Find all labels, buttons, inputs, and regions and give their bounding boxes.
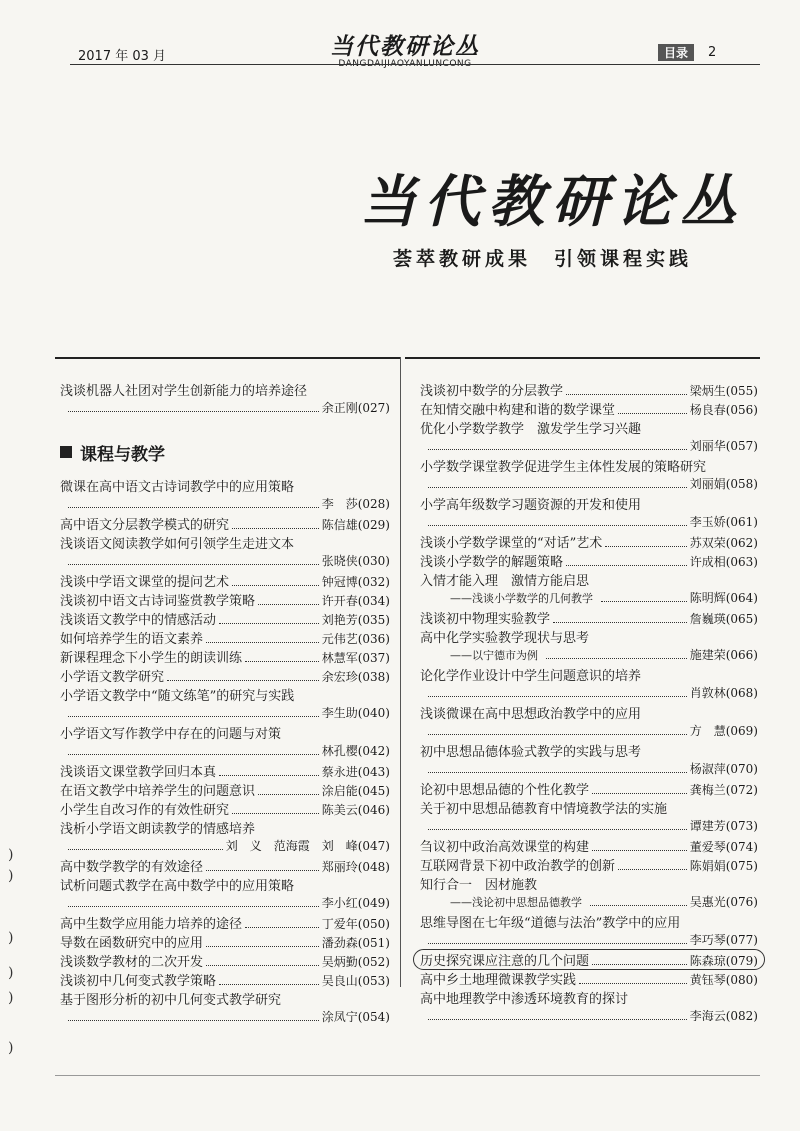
- toc-entry[interactable]: [60, 647, 390, 666]
- dot-leader: [428, 772, 687, 773]
- entry-title: 论初中思想品德的个性化教学: [420, 783, 590, 798]
- entry-author-page: 潘劲森(051): [321, 936, 390, 950]
- entry-author-page: 龚梅兰(072): [689, 783, 758, 797]
- entry-author-page: 苏双荣(062): [689, 536, 758, 550]
- dot-leader: [68, 564, 319, 565]
- entry-line2: [420, 817, 758, 836]
- entry-title: 思维导图在七年级“道德与法治”教学中的应用: [420, 916, 681, 931]
- toc-entry[interactable]: [420, 665, 758, 703]
- issue-date: 2017 年 03 月: [78, 49, 167, 64]
- entry-author-page: 涂凤宁(054): [321, 1010, 390, 1024]
- entry-line2: [60, 704, 390, 723]
- dot-leader: [68, 849, 223, 850]
- toc-entry[interactable]: [420, 456, 758, 494]
- entry-author-page: 李巧琴(077): [689, 933, 758, 947]
- entry-title: 浅谈小学数学的解题策略: [420, 555, 564, 570]
- dot-leader: [68, 1020, 319, 1021]
- dot-leader: [258, 794, 319, 795]
- entry-author-page: 董爱琴(074): [689, 840, 758, 854]
- margin-mark: ): [8, 930, 14, 946]
- toc-entry[interactable]: [420, 912, 758, 950]
- entry-line2: [420, 475, 758, 494]
- toc-entry[interactable]: [60, 799, 390, 818]
- entry-author-page: 钟冠博(032): [321, 575, 390, 589]
- dot-leader: [68, 754, 319, 755]
- entry-title: 浅谈语文教学中的情感活动: [60, 613, 217, 628]
- toc-entry[interactable]: [420, 855, 758, 874]
- toc-list: [420, 380, 758, 1026]
- toc-entry[interactable]: [60, 951, 390, 970]
- toc-entry[interactable]: [420, 969, 758, 988]
- toc-entry[interactable]: [60, 989, 390, 1027]
- toc-entry[interactable]: [420, 627, 758, 665]
- entry-title: 历史探究课应注意的几个问题: [420, 954, 590, 969]
- square-bullet-icon: [60, 446, 72, 458]
- entry-title: 试析问题式教学在高中数学中的应用策略: [60, 879, 295, 894]
- dot-leader: [618, 869, 687, 870]
- toc-entry[interactable]: [420, 399, 758, 418]
- dot-leader: [428, 1019, 687, 1020]
- entry-line2: [60, 837, 390, 856]
- entry-line2: [60, 742, 390, 761]
- entry-title: 小学语文教学中“随文练笔”的研究与实践: [60, 689, 295, 704]
- toc-entry[interactable]: [420, 494, 758, 532]
- toc-entry[interactable]: [60, 913, 390, 932]
- entry-title: 互联网背景下初中政治教学的创新: [420, 859, 616, 874]
- entry-title: 导数在函数研究中的应用: [60, 936, 204, 951]
- entry-title: 浅谈初中数学的分层教学: [420, 384, 564, 399]
- entry-author-page: 刘 义 范海霞 刘 峰(047): [225, 839, 390, 853]
- dot-leader: [206, 870, 319, 871]
- dot-leader: [68, 716, 319, 717]
- entry-title: 新课程理念下小学生的朗读训练: [60, 651, 243, 666]
- toc-entry[interactable]: [60, 856, 390, 875]
- entry-title: 高中语文分层教学模式的研究: [60, 518, 230, 533]
- dot-leader: [428, 943, 687, 944]
- dot-leader: [232, 813, 319, 814]
- entry-author-page: 许开春(034): [321, 594, 390, 608]
- entry-author-page: 林孔樱(042): [321, 744, 390, 758]
- entry-title: 浅谈小学数学课堂的“对话”艺术: [420, 536, 603, 551]
- toc-entry[interactable]: [60, 723, 390, 761]
- entry-line2: [420, 931, 758, 950]
- entry-title: 浅谈中学语文课堂的提问艺术: [60, 575, 230, 590]
- dot-leader: [605, 546, 686, 547]
- section-label: 目录: [658, 44, 694, 61]
- entry-author-page: 陈美云(046): [321, 803, 390, 817]
- entry-title: 浅谈初中物理实验教学: [420, 612, 551, 627]
- entry-line2: [420, 513, 758, 532]
- dot-leader: [428, 829, 687, 830]
- toc-entry[interactable]: [420, 532, 758, 551]
- masthead-title: 当代教研论丛: [360, 169, 744, 235]
- toc-entry[interactable]: [420, 608, 758, 627]
- entry-title: 浅谈初中语文古诗词鉴赏教学策略: [60, 594, 256, 609]
- toc-right-column: [420, 380, 758, 1026]
- dot-leader: [553, 622, 687, 623]
- dot-leader: [428, 696, 687, 697]
- journal-logo-pinyin: DANGDAIJIAOYANLUNCONG: [338, 59, 472, 69]
- entry-author-page: 黄钰琴(080): [689, 973, 758, 987]
- entry-subtitle: ——浅谈小学数学的几何教学: [450, 592, 593, 605]
- entry-title: 刍议初中政治高效课堂的构建: [420, 840, 590, 855]
- section-title: 课程与教学: [80, 444, 165, 465]
- entry-title: 论化学作业设计中学生问题意识的培养: [420, 669, 642, 684]
- entry-title: 高中化学实验教学现状与思考: [420, 631, 590, 646]
- toc-entry[interactable]: [420, 570, 758, 608]
- toc-entry[interactable]: [420, 741, 758, 779]
- dot-leader: [601, 601, 687, 602]
- entry-title: 小学语文写作教学中存在的问题与对策: [60, 727, 282, 742]
- entry-author-page: 李小红(049): [321, 896, 390, 910]
- entry-author-page: 方 慧(069): [689, 724, 758, 738]
- entry-title: 入情才能入理 激情方能启思: [420, 574, 590, 589]
- entry-line2: [60, 552, 390, 571]
- entry-title: 如何培养学生的语文素养: [60, 632, 204, 647]
- entry-title: 在语文教学中培养学生的问题意识: [60, 784, 256, 799]
- dot-leader: [428, 449, 687, 450]
- entry-author-page: 陈森琼(079): [689, 954, 758, 968]
- entry-title: 微课在高中语文古诗词教学中的应用策略: [60, 480, 295, 495]
- dot-leader: [68, 507, 319, 508]
- entry-author-page: 刘丽华(057): [689, 439, 758, 453]
- entry-author-page: 肖敦林(068): [689, 686, 758, 700]
- entry-author-page: 张晓侠(030): [321, 554, 390, 568]
- margin-mark: ): [8, 990, 14, 1006]
- entry-title: 浅谈语文阅读教学如何引领学生走进文本: [60, 537, 295, 552]
- dot-leader: [219, 623, 319, 624]
- entry-author-page: 许成相(063): [689, 555, 758, 569]
- dot-leader: [566, 394, 687, 395]
- entry-author-page: 李海云(082): [689, 1009, 758, 1023]
- entry-author-page: 刘艳芳(035): [321, 613, 390, 627]
- dot-leader: [592, 850, 687, 851]
- entry-title: 高中生数学应用能力培养的途径: [60, 917, 243, 932]
- toc-entry[interactable]: [60, 571, 390, 590]
- margin-mark: ): [8, 847, 14, 863]
- entry-author-page: 涂启能(045): [321, 784, 390, 798]
- masthead-slogan: 荟萃教研成果 引领课程实践: [393, 248, 693, 270]
- entry-author-page: 蔡永进(043): [321, 765, 390, 779]
- entry-author-page: 余正刚(027): [321, 401, 390, 415]
- entry-title: 浅谈机器人社团对学生创新能力的培养途径: [60, 384, 308, 399]
- dot-leader: [428, 734, 687, 735]
- entry-author-page: 吴良山(053): [321, 974, 390, 988]
- toc-left-column: [60, 380, 390, 1027]
- dot-leader: [206, 965, 319, 966]
- entry-line2: [60, 894, 390, 913]
- toc-entry[interactable]: [60, 932, 390, 951]
- dot-leader: [232, 585, 319, 586]
- toc-entry[interactable]: [60, 514, 390, 533]
- entry-author-page: 林慧军(037): [321, 651, 390, 665]
- entry-line2: [420, 437, 758, 456]
- entry-author-page: 梁炳生(055): [689, 384, 758, 398]
- toc-entry[interactable]: [60, 761, 390, 780]
- toc-entry[interactable]: [420, 874, 758, 912]
- dot-leader: [245, 661, 319, 662]
- entry-line2: [420, 722, 758, 741]
- toc-entry[interactable]: [60, 818, 390, 856]
- entry-line2: [420, 684, 758, 703]
- entry-line2: [60, 399, 390, 418]
- dot-leader: [167, 680, 319, 681]
- entry-author-page: 李玉娇(061): [689, 515, 758, 529]
- dot-leader: [428, 525, 687, 526]
- entry-title: 在知情交融中构建和谐的数学课堂: [420, 403, 616, 418]
- entry-author-page: 陈明辉(064): [689, 591, 758, 605]
- entry-line2: [420, 760, 758, 779]
- toc-entry[interactable]: [420, 380, 758, 399]
- dot-leader: [245, 927, 319, 928]
- toc-entry[interactable]: [420, 779, 758, 798]
- page-number: 2: [708, 45, 717, 60]
- entry-author-page: 杨淑萍(070): [689, 762, 758, 776]
- toc-list: [60, 476, 390, 1027]
- toc-entry[interactable]: [60, 685, 390, 723]
- entry-title: 浅谈初中几何变式教学策略: [60, 974, 217, 989]
- journal-logo: [320, 28, 490, 69]
- entry-title: 优化小学数学教学 激发学生学习兴趣: [420, 422, 642, 437]
- entry-line2: [420, 893, 758, 912]
- entry-author-page: 陈信雄(029): [321, 518, 390, 532]
- toc-entry[interactable]: [60, 533, 390, 571]
- entry-title: 浅谈微课在高中思想政治教学中的应用: [420, 707, 642, 722]
- margin-mark: ): [8, 1040, 14, 1056]
- toc-entry[interactable]: [414, 950, 764, 969]
- entry-author-page: 吴惠光(076): [689, 895, 758, 909]
- margin-mark: ): [8, 868, 14, 884]
- entry-title: 小学生自改习作的有效性研究: [60, 803, 230, 818]
- dot-leader: [428, 487, 687, 488]
- entry-title: 基于图形分析的初中几何变式教学研究: [60, 993, 282, 1008]
- dot-leader: [592, 964, 687, 965]
- dot-leader: [566, 565, 687, 566]
- dot-leader: [546, 658, 687, 659]
- entry-title: 浅析小学语文朗读教学的情感培养: [60, 822, 256, 837]
- section-heading: [60, 434, 390, 470]
- dot-leader: [206, 642, 319, 643]
- dot-leader: [219, 775, 319, 776]
- entry-author-page: 谭建芳(073): [689, 819, 758, 833]
- toc-entry[interactable]: [60, 476, 390, 514]
- column-divider: [400, 357, 401, 987]
- section-header: [658, 44, 716, 61]
- toc-entry[interactable]: [420, 836, 758, 855]
- entry-author-page: 刘丽娟(058): [689, 477, 758, 491]
- entry-author-page: 施建荣(066): [689, 648, 758, 662]
- entry-line2: [420, 1007, 758, 1026]
- toc-entry[interactable]: [420, 798, 758, 836]
- toc-entry[interactable]: [60, 609, 390, 628]
- toc-entry[interactable]: [60, 875, 390, 913]
- entry-title: 浅谈数学教材的二次开发: [60, 955, 204, 970]
- entry-title: 初中思想品德体验式教学的实践与思考: [420, 745, 642, 760]
- entry-author-page: 丁爱年(050): [321, 917, 390, 931]
- dot-leader: [579, 983, 687, 984]
- toc-entry[interactable]: [60, 666, 390, 685]
- entry-author-page: 詹巍瑛(065): [689, 612, 758, 626]
- right-column-rule: [405, 357, 760, 359]
- entry-author-page: 吴炳勤(052): [321, 955, 390, 969]
- entry-title: 小学高年级数学习题资源的开发和使用: [420, 498, 642, 513]
- toc-entry[interactable]: [60, 780, 390, 799]
- page-bottom-rule: [55, 1075, 760, 1076]
- toc-entry[interactable]: [60, 590, 390, 609]
- dot-leader: [219, 984, 319, 985]
- left-column-rule: [55, 357, 400, 359]
- dot-leader: [68, 906, 319, 907]
- entry-author-page: 李 莎(028): [321, 497, 390, 511]
- toc-entry[interactable]: [420, 703, 758, 741]
- entry-title: 浅谈语文课堂教学回归本真: [60, 765, 217, 780]
- dot-leader: [618, 413, 687, 414]
- dot-leader: [232, 528, 319, 529]
- entry-line2: [420, 589, 758, 608]
- entry-author-page: 陈娟娟(075): [689, 859, 758, 873]
- entry-author-page: 李生助(040): [321, 706, 390, 720]
- entry-title: 高中数学教学的有效途径: [60, 860, 204, 875]
- toc-entry[interactable]: [60, 628, 390, 647]
- entry-author-page: 郑丽玲(048): [321, 860, 390, 874]
- dot-leader: [68, 411, 319, 412]
- entry-line2: [420, 646, 758, 665]
- margin-mark: ): [8, 965, 14, 981]
- dot-leader: [206, 946, 319, 947]
- toc-entry[interactable]: [420, 551, 758, 570]
- entry-title: 高中地理教学中渗透环境教育的探讨: [420, 992, 629, 1007]
- dot-leader: [258, 604, 319, 605]
- toc-entry[interactable]: [420, 988, 758, 1026]
- entry-subtitle: ——浅论初中思想品德教学: [450, 896, 582, 909]
- header-divider: [70, 64, 760, 65]
- entry-title: 关于初中思想品德教育中情境教学法的实施: [420, 802, 668, 817]
- entry-subtitle: ——以宁德市为例: [450, 649, 538, 662]
- dot-leader: [590, 905, 687, 906]
- toc-pre-entries: [60, 380, 390, 418]
- dot-leader: [592, 793, 687, 794]
- toc-entry[interactable]: [420, 418, 758, 456]
- entry-title: 知行合一 因材施教: [420, 878, 538, 893]
- entry-author-page: 元伟艺(036): [321, 632, 390, 646]
- entry-line2: [60, 1008, 390, 1027]
- toc-entry[interactable]: [60, 380, 390, 418]
- entry-author-page: 余宏珍(038): [321, 670, 390, 684]
- entry-title: 小学语文教学研究: [60, 670, 165, 685]
- entry-title: 高中乡土地理微课教学实践: [420, 973, 577, 988]
- entry-title: 小学数学课堂教学促进学生主体性发展的策略研究: [420, 460, 707, 475]
- toc-entry[interactable]: [60, 970, 390, 989]
- entry-line2: [60, 495, 390, 514]
- journal-logo-cn: 当代教研论丛: [330, 33, 480, 60]
- entry-author-page: 杨良春(056): [689, 403, 758, 417]
